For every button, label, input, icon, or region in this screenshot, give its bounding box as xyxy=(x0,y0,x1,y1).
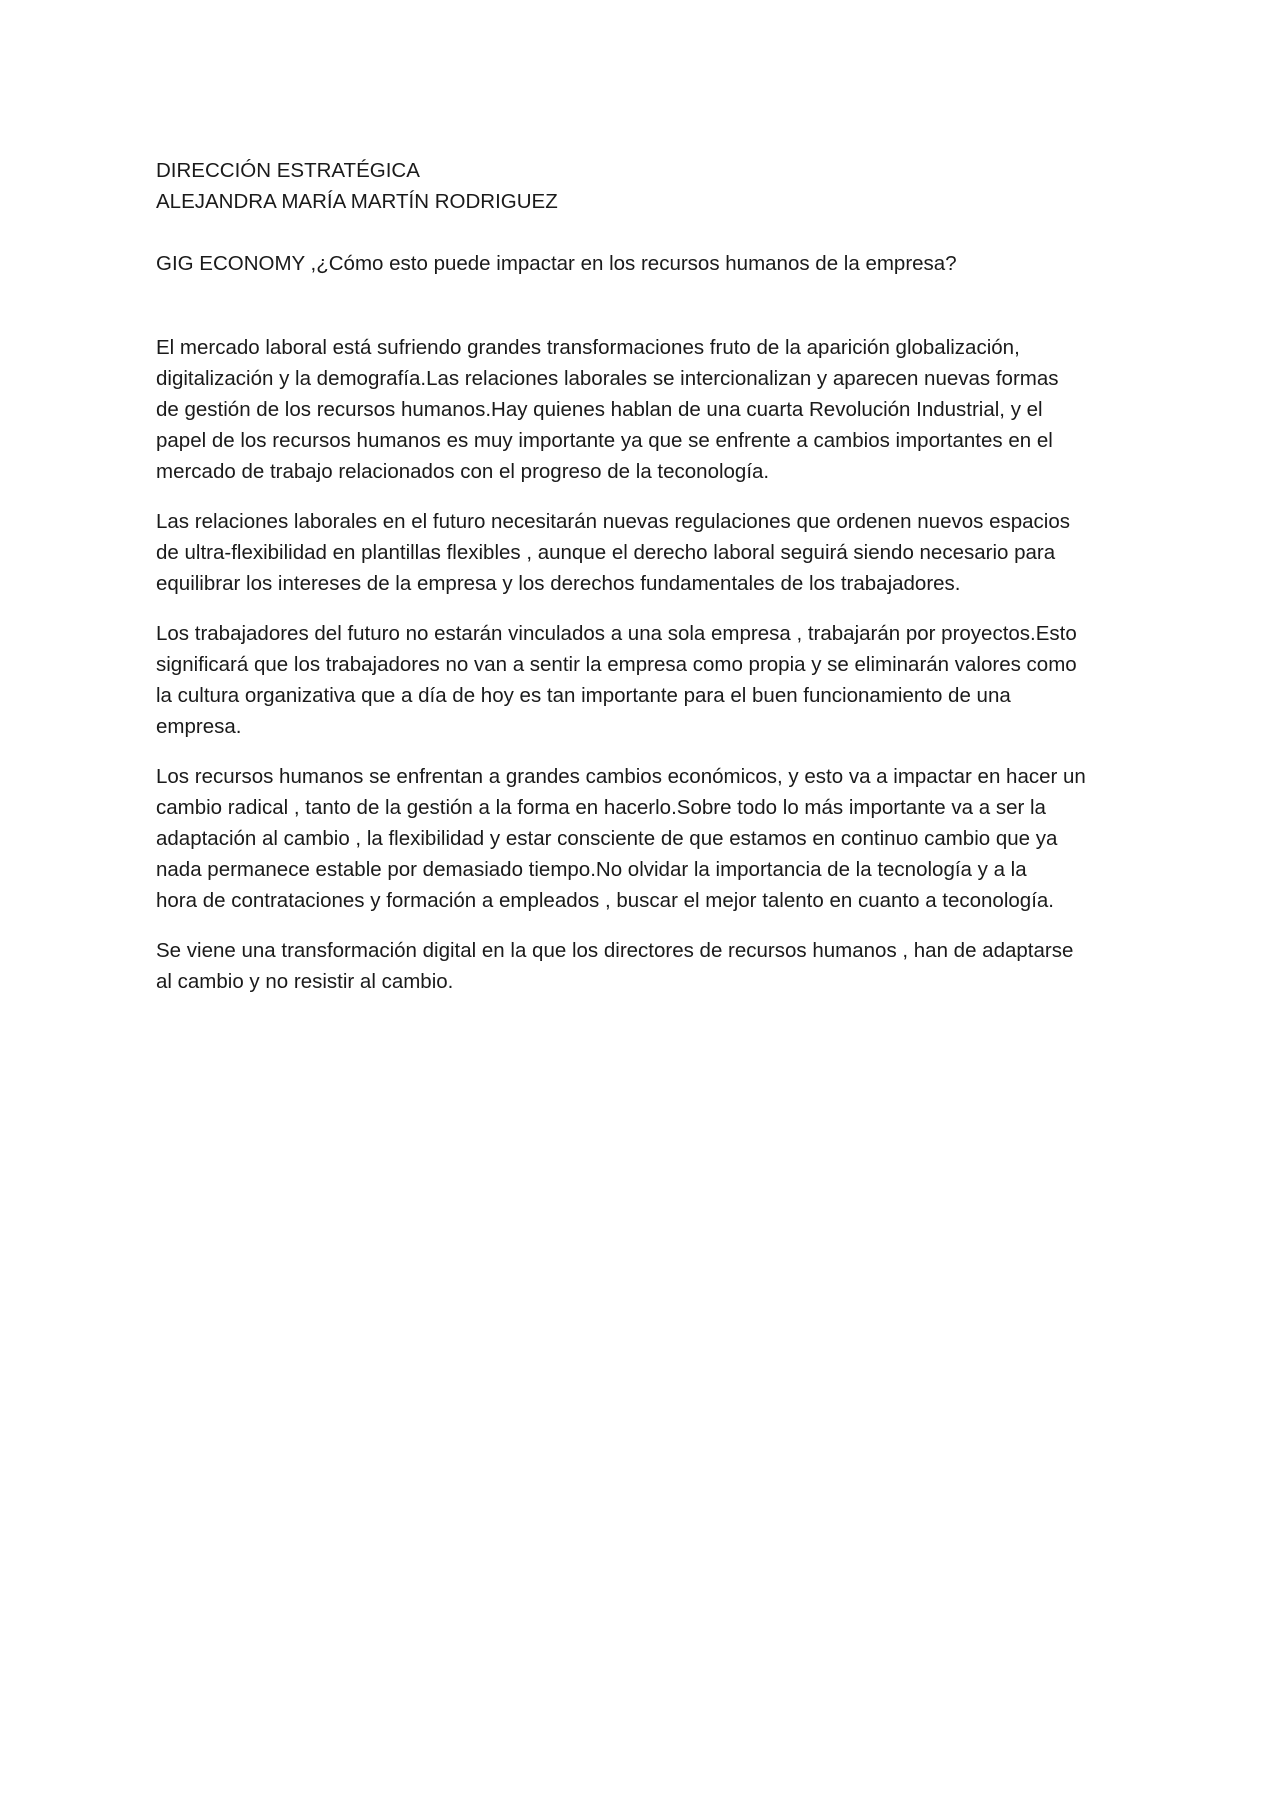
paragraph-line: equilibrar los intereses de la empresa y los derechos fundamentales de los trabajadores. xyxy=(156,572,961,595)
paragraph-line: digitalización y la demografía.Las relaciones laborales se intercionalizan y aparecen nuevas formas xyxy=(156,367,1059,390)
paragraph-line: El mercado laboral está sufriendo grandes transformaciones fruto de la aparición globalización, xyxy=(156,336,1020,359)
paragraph-line: la cultura organizativa que a día de hoy es tan importante para el buen funcionamiento de una xyxy=(156,684,1011,707)
author-name: ALEJANDRA MARÍA MARTÍN RODRIGUEZ xyxy=(156,190,558,213)
paragraph-line: empresa. xyxy=(156,715,242,738)
paragraph-line: significará que los trabajadores no van a sentir la empresa como propia y se eliminarán valores como xyxy=(156,653,1077,676)
essay-body xyxy=(156,332,1136,997)
paragraph-5 xyxy=(156,935,1136,997)
document-content xyxy=(156,155,1136,1016)
paragraph-3 xyxy=(156,618,1136,742)
paragraph-line: de gestión de los recursos humanos.Hay quienes hablan de una cuarta Revolución Industrial, y el xyxy=(156,398,1043,421)
paragraph-line: cambio radical , tanto de la gestión a la forma en hacerlo.Sobre todo lo más importante va a ser la xyxy=(156,796,1046,819)
paragraph-line: de ultra-flexibilidad en plantillas flexibles , aunque el derecho laboral seguirá siendo necesario para xyxy=(156,541,1056,564)
paragraph-line: hora de contrataciones y formación a empleados , buscar el mejor talento en cuanto a teconología. xyxy=(156,889,1054,912)
paragraph-line: al cambio y no resistir al cambio. xyxy=(156,970,454,993)
subject-heading: DIRECCIÓN ESTRATÉGICA xyxy=(156,159,420,182)
essay-question: GIG ECONOMY ,¿Cómo esto puede impactar en los recursos humanos de la empresa? xyxy=(156,252,957,275)
paragraph-line: Los trabajadores del futuro no estarán vinculados a una sola empresa , trabajarán por proyectos.Esto xyxy=(156,622,1077,645)
paragraph-line: Las relaciones laborales en el futuro necesitarán nuevas regulaciones que ordenen nuevos espacios xyxy=(156,510,1070,533)
paragraph-1 xyxy=(156,332,1136,487)
paragraph-2 xyxy=(156,506,1136,599)
paragraph-line: mercado de trabajo relacionados con el progreso de la teconología. xyxy=(156,460,770,483)
paragraph-line: nada permanece estable por demasiado tiempo.No olvidar la importancia de la tecnología y a la xyxy=(156,858,1027,881)
paragraph-line: Los recursos humanos se enfrentan a grandes cambios económicos, y esto va a impactar en hacer un xyxy=(156,765,1086,788)
paragraph-line: adaptación al cambio , la flexibilidad y estar consciente de que estamos en continuo cambio que ya xyxy=(156,827,1058,850)
paragraph-4 xyxy=(156,761,1136,916)
paragraph-line: papel de los recursos humanos es muy importante ya que se enfrente a cambios importantes en el xyxy=(156,429,1053,452)
paragraph-line: Se viene una transformación digital en la que los directores de recursos humanos , han de adaptarse xyxy=(156,939,1074,962)
